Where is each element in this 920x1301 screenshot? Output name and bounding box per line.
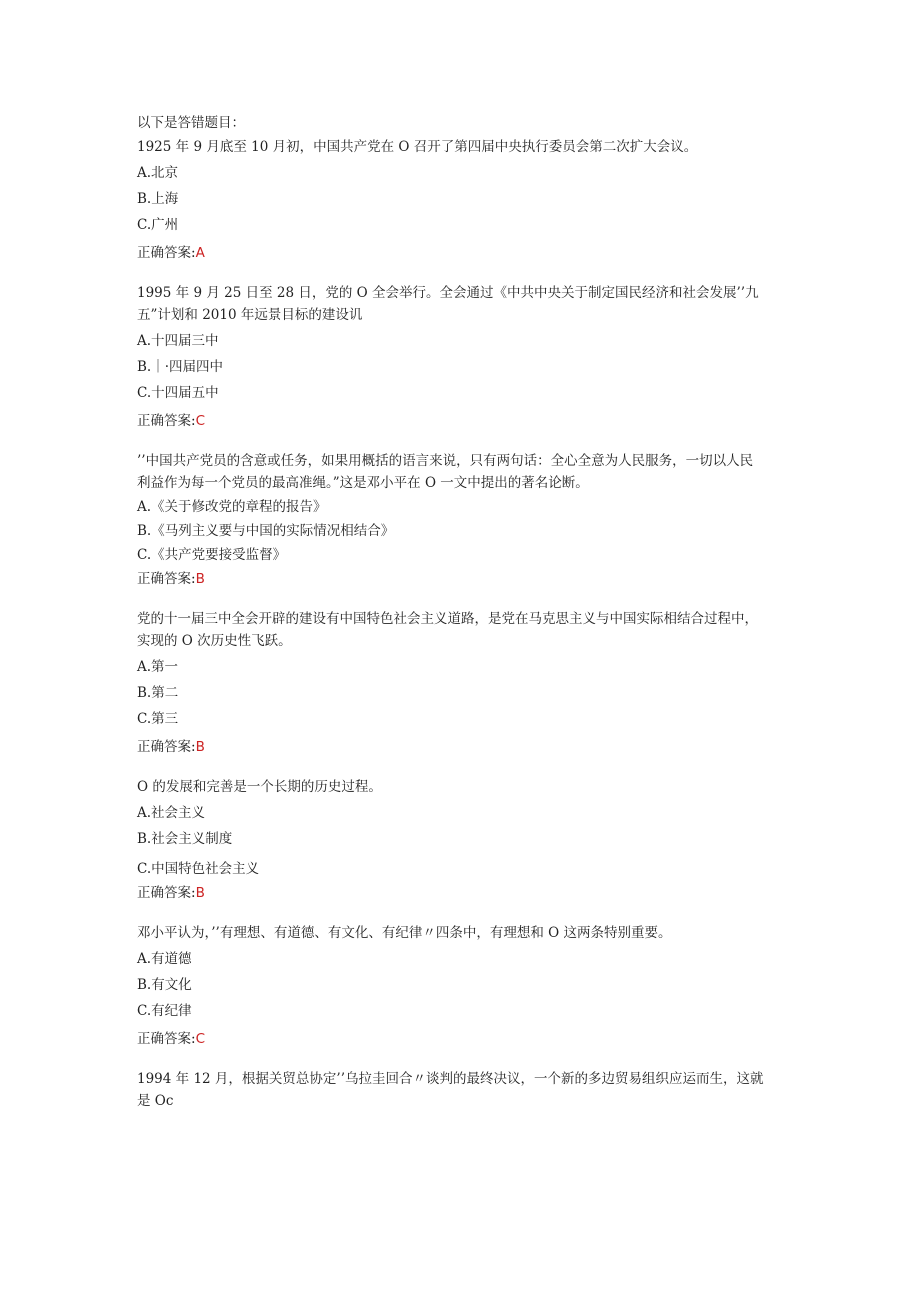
option-a: A.社会主义 bbox=[137, 805, 206, 821]
question-stem-line-2: 利益作为每一个党员的最高准绳。”这是邓小平在 O 一文中提出的著名论断。 bbox=[137, 475, 589, 491]
question-stem: 邓小平认为，’’有理想、有道德、有文化、有纪律〃四条中，有理想和 O 这两条特别重要。 bbox=[137, 925, 672, 941]
question-block bbox=[137, 450, 787, 590]
question-stem-line-1: 1994 年 12 月，根据关贸总协定’’乌拉圭回合〃谈判的最终决议，一个新的多边贸易组织应运而生，这就 bbox=[137, 1071, 764, 1087]
correct-answer bbox=[137, 410, 787, 432]
answer-value: C bbox=[195, 413, 205, 429]
question-stem-line-1: 党的十一届三中全会开辟的建设有中国特色社会主义道路，是党在马克思主义与中国实际相结合过程中， bbox=[137, 611, 758, 627]
option-c: C.有纪律 bbox=[137, 1003, 192, 1019]
correct-answer bbox=[137, 242, 787, 264]
question-stem: 1925 年 9 月底至 10 月初，中国共产党在 O 召开了第四届中央执行委员会第二次扩大会议。 bbox=[137, 139, 698, 155]
question-block bbox=[137, 608, 787, 758]
answer-label: 正确答案: bbox=[137, 571, 196, 587]
option-a: A.十四届三中 bbox=[137, 333, 219, 349]
intro-text: 以下是答错题目： bbox=[137, 115, 245, 131]
option-a: A.《关于修改党的章程的报告》 bbox=[137, 499, 327, 515]
question-block bbox=[137, 282, 787, 432]
option-c: C.第三 bbox=[137, 711, 179, 727]
answer-label: 正确答案: bbox=[137, 245, 196, 261]
option-b: B.第二 bbox=[137, 685, 179, 701]
answer-label: 正确答案: bbox=[137, 739, 196, 755]
option-b: B.有文化 bbox=[137, 977, 192, 993]
correct-answer bbox=[137, 568, 787, 590]
question-block bbox=[137, 1068, 787, 1112]
answer-label: 正确答案: bbox=[137, 413, 196, 429]
option-c: C.广州 bbox=[137, 217, 179, 233]
option-b: B.《马列主义要与中国的实际情况相结合》 bbox=[137, 523, 395, 539]
answer-value: B bbox=[195, 885, 205, 901]
answer-value: B bbox=[195, 571, 205, 587]
question-stem-line-1: ’’中国共产党员的含意或任务，如果用概括的语言来说，只有两句话：全心全意为人民服务，一切以人民 bbox=[137, 453, 754, 469]
answer-value: A bbox=[195, 245, 205, 261]
answer-label: 正确答案: bbox=[137, 885, 196, 901]
answer-label: 正确答案: bbox=[137, 1031, 196, 1047]
correct-answer bbox=[137, 882, 787, 904]
option-c: C.十四届五中 bbox=[137, 385, 219, 401]
question-stem: O 的发展和完善是一个长期的历史过程。 bbox=[137, 779, 382, 795]
question-stem-line-2: 是 Oc bbox=[137, 1093, 174, 1109]
answer-value: B bbox=[195, 739, 205, 755]
question-block bbox=[137, 776, 787, 904]
correct-answer bbox=[137, 736, 787, 758]
option-a: A.有道德 bbox=[137, 951, 192, 967]
question-block bbox=[137, 922, 787, 1050]
question-block bbox=[137, 136, 787, 264]
option-a: A.第一 bbox=[137, 659, 179, 675]
document-page bbox=[137, 112, 787, 1130]
question-stem-line-2: 实现的 O 次历史性飞跃。 bbox=[137, 633, 292, 649]
option-a: A.北京 bbox=[137, 165, 179, 181]
option-b: B.｜·四届四中 bbox=[137, 359, 224, 375]
option-b: B.社会主义制度 bbox=[137, 831, 233, 847]
question-stem-line-1: 1995 年 9 月 25 日至 28 日，党的 O 全会举行。全会通过《中共中央关于制定国民经济和社会发展’’九 bbox=[137, 285, 759, 301]
correct-answer bbox=[137, 1028, 787, 1050]
option-c: C.《共产党要接受监督》 bbox=[137, 547, 287, 563]
option-c: C.中国特色社会主义 bbox=[137, 861, 260, 877]
question-stem-line-2: 五”计划和 2010 年远景目标的建设讥 bbox=[137, 307, 363, 323]
option-b: B.上海 bbox=[137, 191, 179, 207]
answer-value: C bbox=[195, 1031, 205, 1047]
